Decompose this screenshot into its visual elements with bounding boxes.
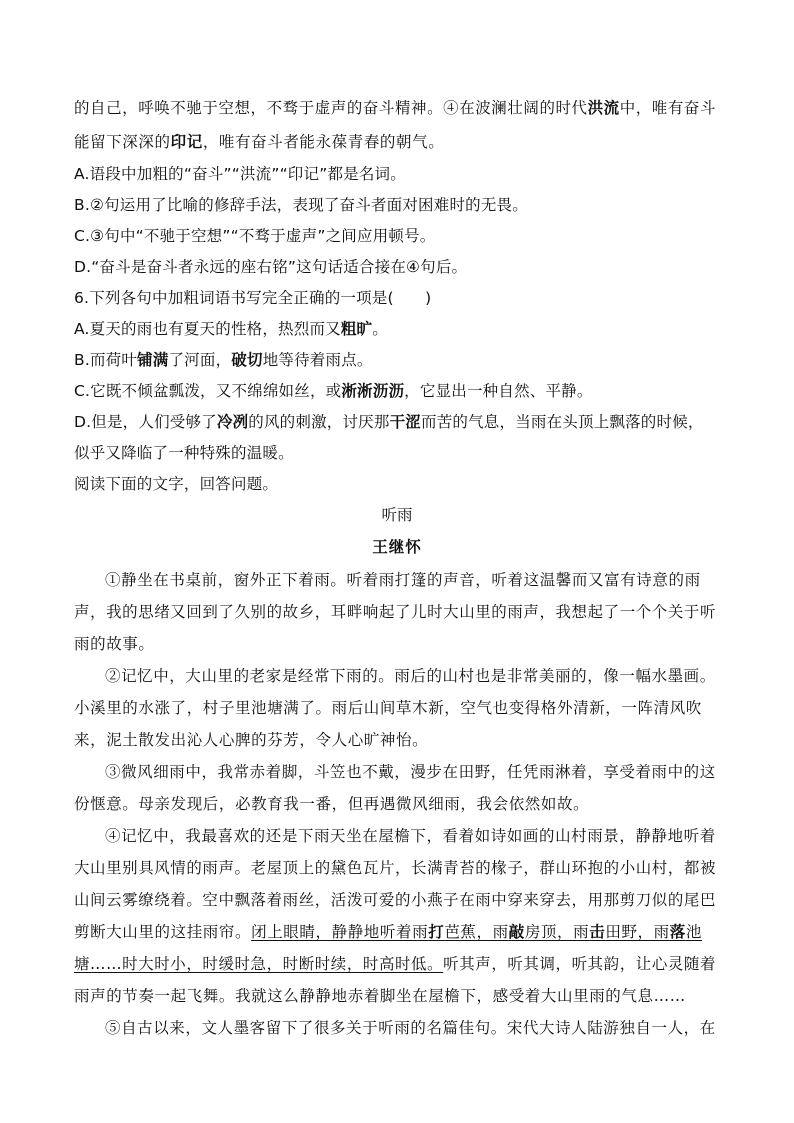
q6-option-d-cont: 似乎又降临了一种特殊的温暖。 — [74, 444, 294, 462]
bold-word: 干涩 — [389, 413, 421, 431]
text: 芭蕉，雨 — [444, 923, 509, 941]
text: 能留下深深的 — [74, 133, 171, 151]
para2-line: ②记忆中，大山里的老家是经常下雨的。雨后的山村也是非常美丽的，像一幅水墨画。 — [105, 667, 716, 685]
para5-line: ⑤自古以来，文人墨客留下了很多关于听雨的名篇佳句。宋代大诗人陆游独自一人，在 — [105, 1019, 716, 1037]
text: 了河面， — [168, 351, 232, 369]
bold-word: 粗旷 — [340, 320, 373, 338]
para3-line: ③微风细雨中，我常赤着脚，斗笠也不戴，漫步在田野，任凭雨淋着，享受着雨中的这 — [105, 763, 716, 781]
q6-option-c — [74, 379, 593, 401]
para3-line: 份惬意。母亲发现后，必教育我一番，但再遇微风细雨，我会依然如故。 — [74, 795, 590, 813]
bold-word: 冷冽 — [216, 413, 249, 431]
para1-line: 声，我的思绪又回到了久别的故乡，耳畔响起了儿时大山里的雨声，我想起了一个个关于听 — [74, 603, 717, 621]
passage-line — [74, 96, 716, 118]
text: 。 — [372, 320, 388, 338]
passage-line — [74, 130, 444, 152]
para2-line: 来，泥土散发出沁人心脾的芬芳，令人心旷神怡。 — [74, 731, 429, 749]
q6-option-b — [74, 348, 373, 370]
underlined-sentence: 塘……时大时小，时缓时急，时断时续，时高时低。 — [74, 955, 444, 973]
para4-line — [74, 952, 716, 974]
q5-option-d: D.“奋斗是奋斗者永远的座右铭”这句话适合接在④句后。 — [74, 258, 468, 276]
article-author: 王继怀 — [372, 537, 422, 556]
para1-line: 雨的故事。 — [74, 635, 155, 653]
q5-option-b: B.②句运用了比喻的修辞手法，表现了奋斗者面对困难时的无畏。 — [74, 196, 528, 214]
text: B.而荷叶 — [74, 351, 138, 369]
text: ，唯有奋斗者能永葆青春的朝气。 — [202, 133, 445, 151]
text: A.夏天的雨也有夏天的性格，热烈而又 — [74, 320, 341, 338]
q5-option-c: C.③句中“不驰于空想”“不骛于虚声”之间应用顿号。 — [74, 227, 436, 245]
q5-option-a: A.语段中加粗的“奋斗”“洪流”“印记”都是名词。 — [74, 165, 406, 183]
bold-word: 淅淅沥沥 — [341, 382, 405, 400]
bold-word: 破切 — [231, 351, 263, 369]
bold-word: 打 — [428, 922, 445, 941]
text: 剪断大山里的这挂雨帘。 — [74, 923, 252, 941]
q6-stem: 6.下列各句中加粗词语书写完全正确的一项是( ) — [74, 289, 432, 307]
reading-instruction: 阅读下面的文字，回答问题。 — [74, 475, 279, 493]
bold-word: 落 — [669, 922, 686, 941]
para4-line — [74, 920, 702, 942]
text: C.它既不倾盆瓢泼，又不绵绵如丝，或 — [74, 382, 342, 400]
text: 房顶，雨 — [524, 923, 590, 941]
text: 的风的刺激，讨厌那 — [248, 413, 390, 431]
bold-word: 印记 — [170, 132, 203, 151]
q6-option-a — [74, 317, 388, 339]
text: 的自己，呼唤不驰于空想，不骛于虚声的奋斗精神。④在波澜壮阔的时代 — [74, 99, 588, 117]
para4-line: 大山里别具风情的雨声。老屋顶上的黛色瓦片，长满青苔的椽子，群山环抱的小山村，都被 — [74, 859, 717, 877]
text: 闭上眼睛，静静地听着雨 — [251, 923, 429, 941]
para1-line: ①静坐在书桌前，窗外正下着雨。听着雨打篷的声音，听着这温馨而又富有诗意的雨 — [105, 571, 701, 589]
article-title: 听雨 — [381, 506, 413, 524]
bold-word: 铺满 — [137, 351, 169, 369]
text: 地等待着雨点。 — [262, 351, 373, 369]
text: 中，唯有奋斗 — [619, 99, 717, 117]
text: D.但是，人们受够了 — [74, 413, 217, 431]
text: ，它显出一种自然、平静。 — [404, 382, 593, 400]
para4-line: 山间云雾缭绕着。空中飘落着雨丝，活泼可爱的小燕子在雨中穿来穿去，用那剪刀似的尾巴 — [74, 891, 717, 909]
underlined-sentence — [251, 923, 702, 941]
text: 池 — [685, 923, 702, 941]
text: 而苦的气息，当雨在头顶上飘落的时候， — [421, 413, 704, 431]
para4-line: ④记忆中，我最喜欢的还是下雨天坐在屋檐下，看着如诗如画的山村雨景，静静地听着 — [105, 827, 716, 845]
text: 田野，雨 — [605, 923, 670, 941]
para2-line: 小溪里的水涨了，村子里池塘满了。雨后山间草木新，空气也变得格外清新，一阵清风吹 — [74, 699, 702, 717]
q6-option-d — [74, 410, 704, 432]
bold-word: 击 — [589, 922, 606, 941]
para4-line: 雨声的节奏一起飞舞。我就这么静静地赤着脚坐在屋檐下，感受着大山里雨的气息…… — [74, 987, 686, 1005]
bold-word: 敲 — [508, 922, 525, 941]
bold-word: 洪流 — [587, 98, 620, 117]
text: 听其声，听其调，听其韵，让心灵随着 — [443, 955, 717, 973]
